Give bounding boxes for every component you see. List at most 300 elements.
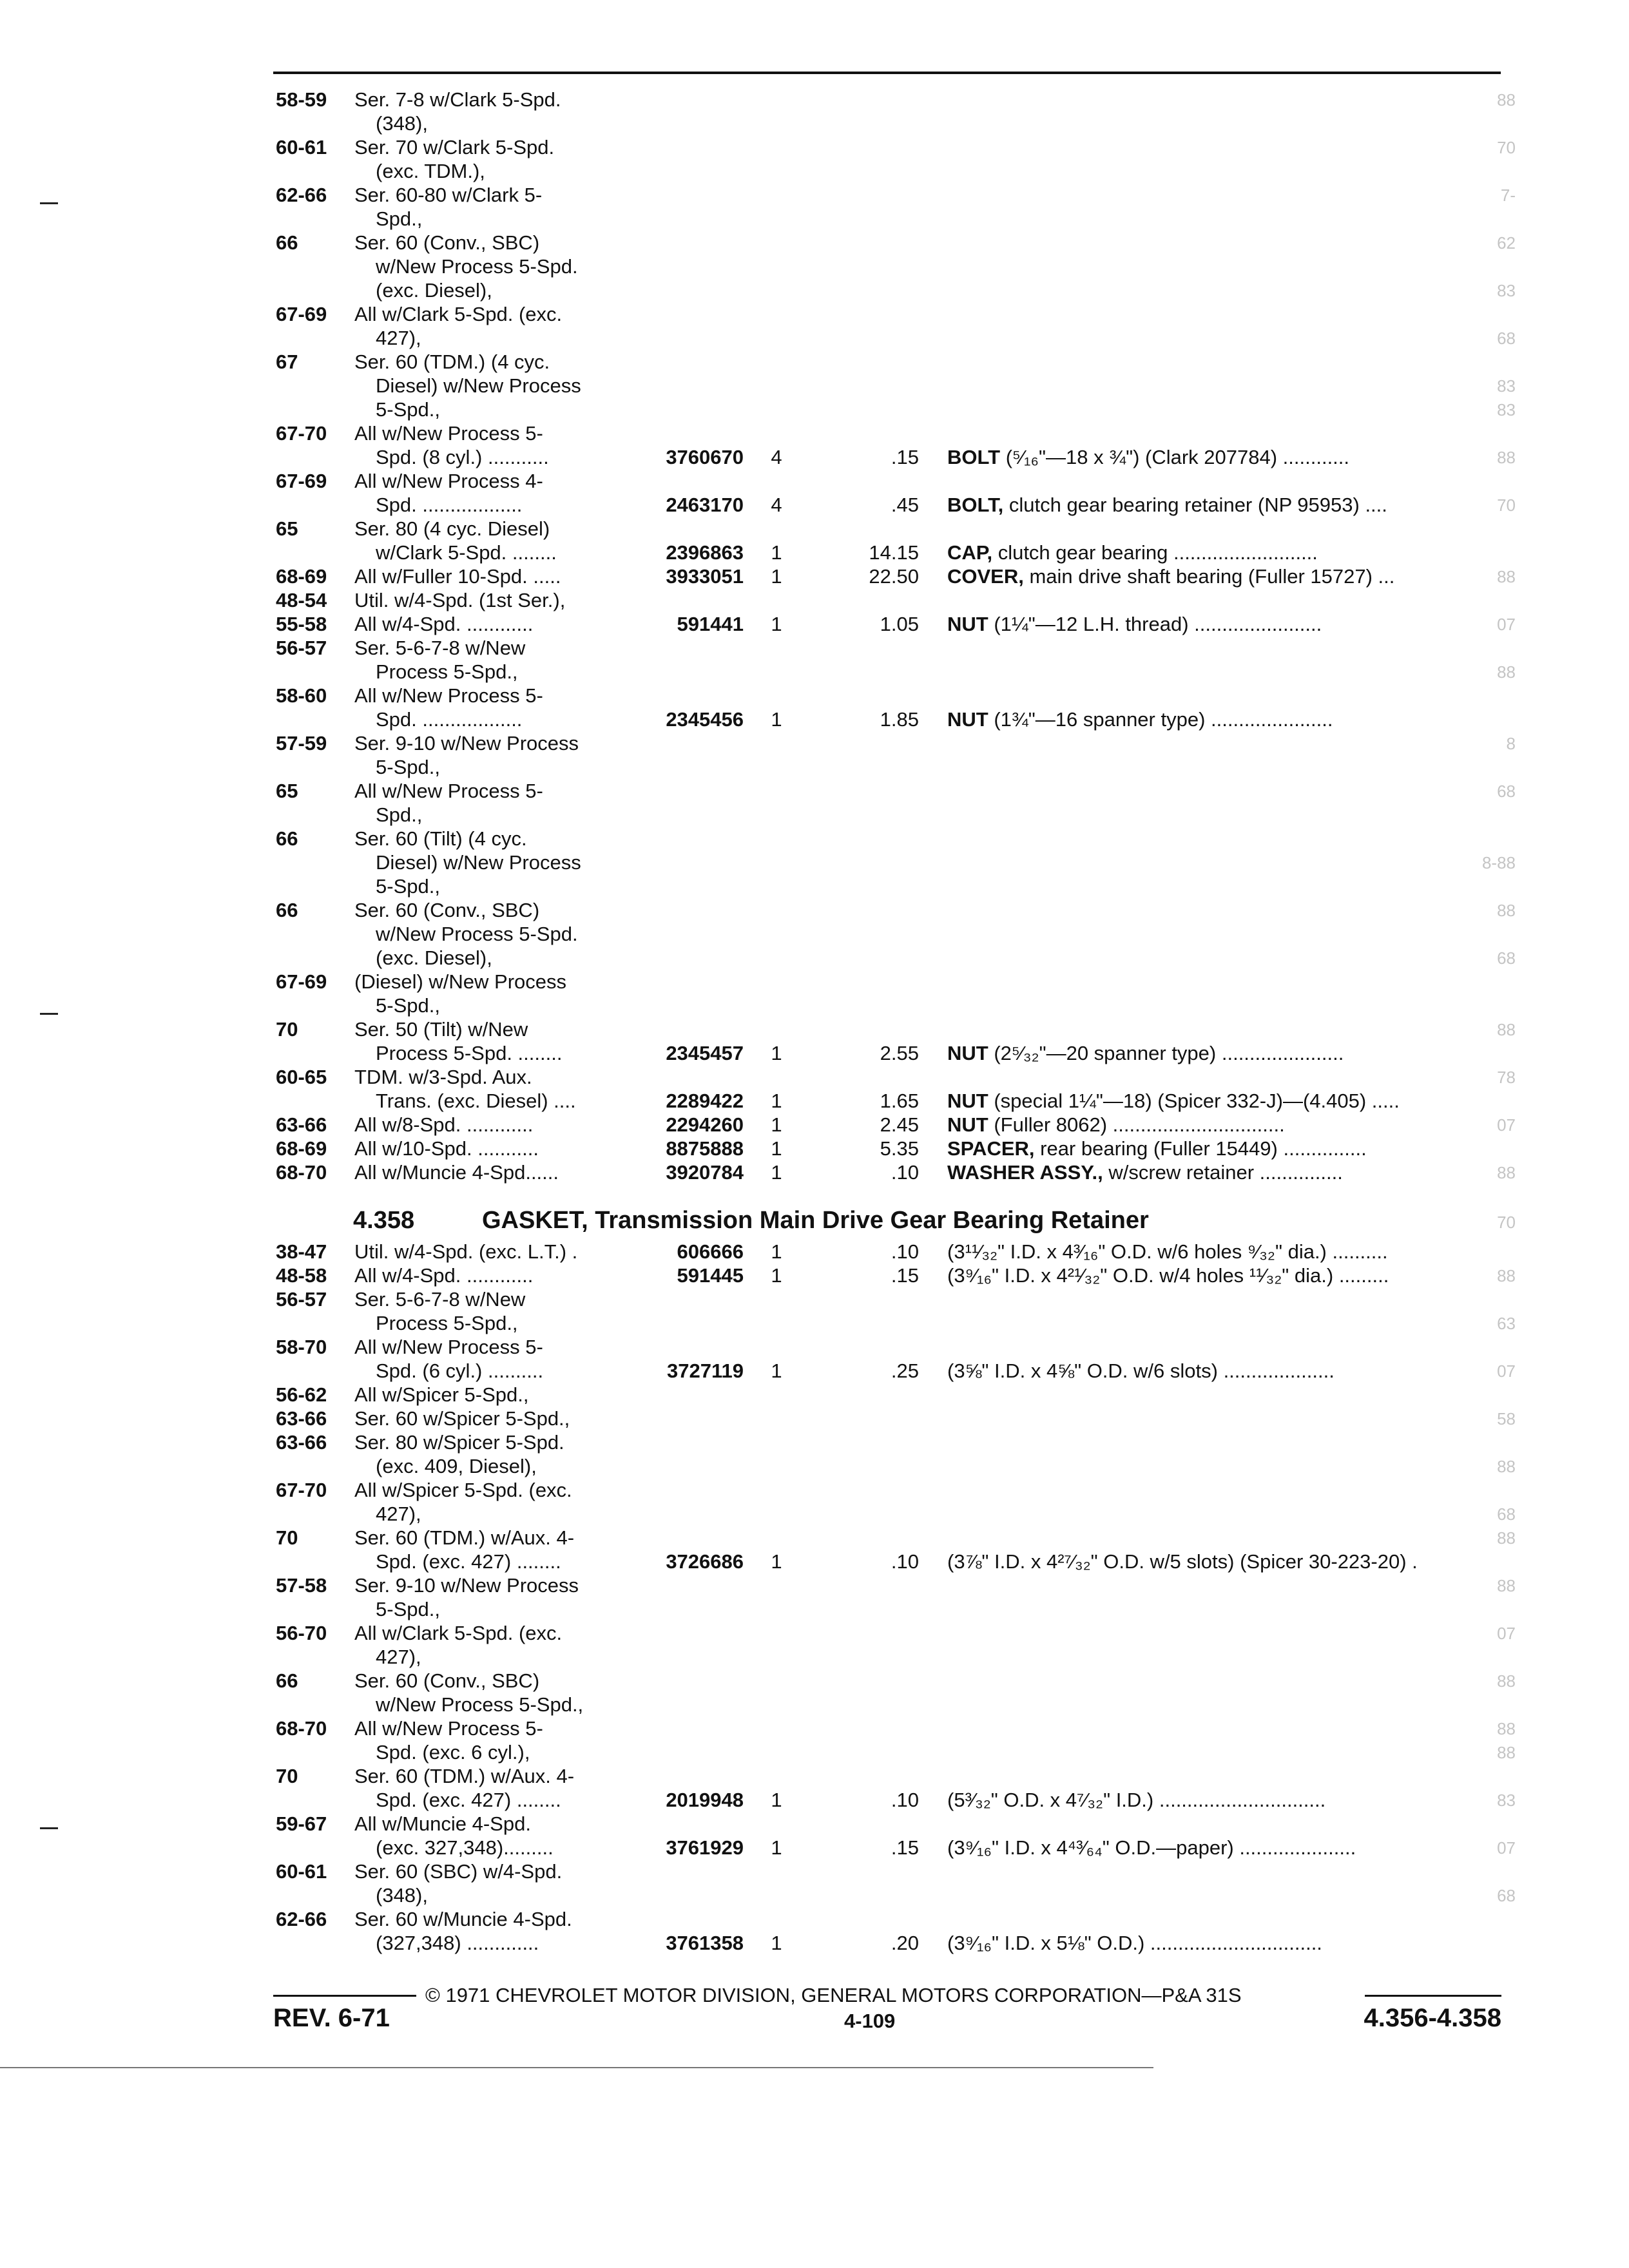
application-description: Ser. 60 (TDM.) w/Aux. 4- [354,1526,575,1549]
list-price: .15 [891,1264,919,1287]
quantity: 1 [771,541,782,564]
part-name [947,541,1318,565]
model-year: 68-69 [276,1137,327,1160]
catalog-row [0,135,1629,160]
catalog-row [0,970,1629,994]
catalog-row [0,874,1629,899]
part-name [947,1160,1343,1185]
model-year: 58-70 [276,1336,327,1358]
catalog-row [0,1573,1629,1598]
application-description: Process 5-Spd., [376,660,518,683]
part-name-detail: rear bearing (Fuller 15449) ............... [1034,1137,1367,1160]
model-year: 57-59 [276,732,327,754]
part-name [947,564,1394,589]
bleed-through-mark: 88 [1497,1576,1516,1595]
application-description: Ser. 80 (4 cyc. Diesel) [354,517,550,540]
application-description: All w/Clark 5-Spd. (exc. [354,303,563,325]
bleed-through-mark: 83 [1497,400,1516,419]
application-description: Ser. 70 w/Clark 5-Spd. [354,136,555,159]
application-description: (327,348) ............. [376,1932,539,1954]
model-year: 70 [276,1018,298,1041]
application-description: TDM. w/3-Spd. Aux. [354,1066,532,1088]
catalog-row [0,1287,1629,1312]
application-description: All w/Clark 5-Spd. (exc. [354,1622,563,1644]
part-name [947,1137,1367,1161]
model-year: 58-59 [276,88,327,111]
application-description: (exc. 327,348)......... [376,1836,554,1859]
bleed-through-mark: 88 [1497,448,1516,467]
bleed-through-mark: 62 [1497,233,1516,253]
catalog-row [0,541,1629,565]
catalog-row [0,827,1629,851]
application-description: Ser. 60 (TDM.) (4 cyc. [354,351,550,373]
application-description: Ser. 5-6-7-8 w/New [354,637,526,659]
application-description: Spd. (6 cyl.) .......... [376,1360,544,1382]
page-number: 4-109 [844,2010,896,2032]
bleed-through-mark: 07 [1497,1838,1516,1858]
part-name-detail: (special 1¼"—18) (Spicer 332-J)—(4.405) ..... [988,1090,1400,1112]
part-name-detail: (3⅝" I.D. x 4⅝" O.D. w/6 slots) .................... [947,1360,1335,1382]
part-number: 3761929 [666,1836,744,1859]
part-name-keyword: CAP, [947,541,993,564]
catalog-row [0,1597,1629,1622]
application-description: All w/New Process 5- [354,1717,543,1740]
model-year: 66 [276,899,298,921]
part-name-keyword: NUT [947,708,988,731]
footer-section-range [1282,2003,1501,2033]
application-description: (exc. Diesel), [376,279,492,302]
group-number: 4.358 [353,1207,415,1234]
part-number: 2294260 [666,1113,744,1136]
model-year: 68-70 [276,1717,327,1740]
catalog-row [0,636,1629,660]
list-price: 22.50 [869,565,919,588]
catalog-row [0,1860,1629,1884]
catalog-row [0,350,1629,374]
bleed-through-mark: 58 [1497,1409,1516,1428]
catalog-row [0,803,1629,827]
catalog-row [0,1137,1629,1161]
catalog-row [0,1788,1629,1812]
application-description: 5-Spd., [376,1598,440,1620]
bleed-through-mark: 68 [1497,782,1516,801]
part-name-keyword: BOLT, [947,494,1004,516]
application-description: All w/Fuller 10-Spd. ..... [354,565,561,588]
application-description: 427), [376,1646,421,1668]
model-year: 57-58 [276,1574,327,1597]
quantity: 1 [771,1836,782,1859]
application-description: Ser. 60 (Tilt) (4 cyc. [354,827,527,850]
model-year: 58-60 [276,684,327,707]
bleed-through-mark: 88 [1497,90,1516,110]
quantity: 4 [771,494,782,516]
part-number: 591445 [677,1264,744,1287]
catalog-row [0,1502,1629,1526]
bleed-through-mark: 68 [1497,329,1516,348]
list-price: .20 [891,1932,919,1954]
application-description: Ser. 60 w/Muncie 4-Spd. [354,1908,572,1930]
part-name-detail: (1¾"—16 spanner type) ...................... [988,708,1333,731]
bleed-through-mark: 88 [1497,1163,1516,1182]
application-description: Spd. .................. [376,708,523,731]
part-name [947,612,1322,637]
catalog-row [0,517,1629,541]
part-name-detail: clutch gear bearing retainer (NP 95953) .... [1003,494,1387,516]
part-number: 2019948 [666,1789,744,1811]
quantity: 4 [771,446,782,468]
application-description: Ser. 9-10 w/New Process [354,1574,579,1597]
bleed-through-mark: 8 [1506,734,1516,753]
application-description: Ser. 60 w/Spicer 5-Spd., [354,1407,570,1430]
application-description: 5-Spd., [376,875,440,898]
part-name [947,1264,1389,1288]
bottom-rule [0,2067,1153,2068]
part-name-keyword: NUT [947,613,988,635]
part-number: 3727119 [667,1360,744,1382]
part-number: 2463170 [666,494,744,516]
bleed-through-mark: 70 [1497,495,1516,515]
model-year: 56-57 [276,1288,327,1311]
application-description: All w/Spicer 5-Spd., [354,1383,529,1406]
application-description: 5-Spd., [376,756,440,778]
quantity: 1 [771,1137,782,1160]
part-number: 2289422 [666,1090,744,1112]
application-description: Diesel) w/New Process [376,851,581,874]
model-year: 68-70 [276,1161,327,1184]
application-description: (Diesel) w/New Process [354,970,567,993]
bleed-through-mark: 88 [1497,1671,1516,1691]
model-year: 65 [276,517,298,540]
list-price: .10 [891,1550,919,1573]
part-name [947,493,1387,517]
application-description: Ser. 60 (Conv., SBC) [354,1669,540,1692]
group-heading [353,1206,414,1235]
catalog-row [0,1836,1629,1860]
part-name-keyword: NUT [947,1042,988,1064]
catalog-row [0,1430,1629,1455]
part-number: 2345457 [666,1042,744,1064]
catalog-row [0,1716,1629,1741]
catalog-row [0,1645,1629,1669]
application-description: 5-Spd., [376,398,440,421]
part-name [947,1041,1344,1066]
model-year: 63-66 [276,1407,327,1430]
part-name-keyword: BOLT [947,446,1001,468]
model-year: 67-69 [276,970,327,993]
list-price: 2.45 [880,1113,919,1136]
model-year: 62-66 [276,1908,327,1930]
application-description: All w/Muncie 4-Spd...... [354,1161,559,1184]
application-description: Process 5-Spd. ........ [376,1042,563,1064]
part-name-detail: (3⅞" I.D. x 4²⁷⁄₃₂" O.D. w/5 slots) (Spicer 30-223-20) . [947,1550,1418,1573]
list-price: .25 [891,1360,919,1382]
list-price: .10 [891,1161,919,1184]
model-year: 66 [276,827,298,850]
application-description: Spd. .................. [376,494,523,516]
part-number: 591441 [677,613,744,635]
catalog-row [0,445,1629,470]
application-description: Ser. 9-10 w/New Process [354,732,579,754]
part-name-keyword: WASHER ASSY., [947,1161,1103,1184]
application-description: Spd. (exc. 6 cyl.), [376,1741,530,1763]
catalog-row [0,231,1629,255]
application-description: All w/4-Spd. ............ [354,1264,534,1287]
list-price: 5.35 [880,1137,919,1160]
application-description: All w/New Process 5- [354,780,543,802]
quantity: 1 [771,708,782,731]
catalog-row [0,1160,1629,1185]
catalog-row [0,1264,1629,1288]
part-number: 3920784 [666,1161,744,1184]
part-name [947,1113,1285,1137]
part-name-detail: main drive shaft bearing (Fuller 15727) ... [1023,565,1395,588]
bleed-through-mark: 68 [1497,1886,1516,1905]
bleed-through-mark: 68 [1497,1504,1516,1524]
model-year: 66 [276,231,298,254]
quantity: 1 [771,613,782,635]
catalog-row [0,660,1629,684]
model-year: 68-69 [276,565,327,588]
application-description: (exc. Diesel), [376,947,492,969]
bleed-through-mark: 83 [1497,281,1516,300]
catalog-row [0,302,1629,327]
catalog-row [0,1478,1629,1503]
part-name [947,1359,1335,1383]
part-name-detail: (5³⁄₃₂" O.D. x 4⁷⁄₃₂" I.D.) .............................. [947,1789,1326,1811]
application-description: Trans. (exc. Diesel) .... [376,1090,576,1112]
list-price: 1.05 [880,613,919,635]
application-description: All w/4-Spd. ............ [354,613,534,635]
part-name-detail: w/screw retainer ............... [1103,1161,1343,1184]
footer-page-number [844,2009,895,2033]
bleed-through-mark: 83 [1497,1791,1516,1810]
application-description: (348), [376,1884,428,1907]
part-number: 3726686 [666,1550,744,1573]
part-number: 8875888 [666,1137,744,1160]
bleed-through-mark: 07 [1497,615,1516,634]
catalog-row [0,1907,1629,1932]
list-price: .45 [891,494,919,516]
bleed-through-mark: 68 [1497,948,1516,968]
catalog-row [0,111,1629,136]
bleed-through-mark: 88 [1497,662,1516,682]
application-description: w/Clark 5-Spd. ........ [376,541,557,564]
catalog-row [0,183,1629,207]
catalog-row [0,278,1629,303]
application-description: Ser. 50 (Tilt) w/New [354,1018,528,1041]
application-description: 427), [376,1503,421,1525]
quantity: 1 [771,1113,782,1136]
catalog-row [0,731,1629,756]
part-name [947,445,1349,470]
quantity: 1 [771,1550,782,1573]
group-title-line [482,1206,1149,1235]
catalog-row [0,469,1629,494]
catalog-row [0,1407,1629,1431]
part-name-keyword: COVER, [947,565,1024,588]
model-year: 66 [276,1669,298,1692]
application-description: 427), [376,327,421,349]
catalog-row [0,1526,1629,1550]
model-year: 70 [276,1765,298,1787]
bleed-through-mark: 07 [1497,1624,1516,1643]
part-name-detail: (1¼"—12 L.H. thread) ....................... [988,613,1322,635]
catalog-row [0,1335,1629,1360]
application-description: Ser. 60 (SBC) w/4-Spd. [354,1860,563,1883]
ghost-text: 70 [1497,1213,1516,1232]
catalog-row [0,1113,1629,1137]
model-year: 48-54 [276,589,327,611]
catalog-row [0,374,1629,398]
bleed-through-mark: 7- [1500,186,1516,205]
part-number: 2345456 [666,708,744,731]
list-price: .10 [891,1789,919,1811]
part-name [947,707,1333,732]
bleed-through-mark: 07 [1497,1361,1516,1381]
application-description: Spd., [376,207,423,230]
part-name-keyword: NUT [947,1090,988,1112]
application-description: Spd. (8 cyl.) ........... [376,446,549,468]
catalog-row [0,1550,1629,1574]
part-name-keyword: SPACER, [947,1137,1035,1160]
part-name-detail: (3⁹⁄₁₆" I.D. x 4²¹⁄₃₂" O.D. w/4 holes ¹¹⁄₃₂" dia.) ......... [947,1264,1389,1287]
application-description: (348), [376,112,428,135]
bleed-through-mark: 88 [1497,1266,1516,1285]
catalog-row [0,1454,1629,1479]
application-description: Spd., [376,803,423,826]
application-description: Ser. 7-8 w/Clark 5-Spd. [354,88,561,111]
group-title: GASKET, Transmission Main Drive Gear Bearing Retainer [482,1207,1149,1234]
part-name [947,1788,1325,1812]
list-price: .10 [891,1240,919,1263]
catalog-row [0,994,1629,1018]
application-description: Diesel) w/New Process [376,374,581,397]
catalog-row [0,1693,1629,1717]
application-description: All w/New Process 5- [354,1336,543,1358]
catalog-row [0,946,1629,970]
catalog-row [0,922,1629,947]
catalog-row [0,207,1629,231]
catalog-row [0,1621,1629,1646]
model-year: 56-57 [276,637,327,659]
footer-copyright [425,1983,1242,2008]
part-number: 3760670 [666,446,744,468]
application-description: All w/New Process 4- [354,470,543,492]
bleed-through-mark: 88 [1497,1020,1516,1039]
footer-rev [273,2003,390,2033]
section-range: 4.356-4.358 [1364,2004,1501,2032]
bleed-through-mark: 63 [1497,1314,1516,1333]
application-description: Ser. 60 (Conv., SBC) [354,231,540,254]
catalog-row [0,588,1629,613]
quantity: 1 [771,1932,782,1954]
application-description: w/New Process 5-Spd. [376,255,578,278]
application-description: Spd. (exc. 427) ........ [376,1789,561,1811]
part-name-detail: (⁵⁄₁₆"—18 x ¾") (Clark 207784) ............ [1000,446,1350,468]
model-year: 63-66 [276,1431,327,1454]
application-description: Util. w/4-Spd. (exc. L.T.) . [354,1240,578,1263]
application-description: (exc. TDM.), [376,160,485,182]
catalog-row [0,684,1629,708]
part-name-keyword: NUT [947,1113,988,1136]
quantity: 1 [771,1090,782,1112]
application-description: w/New Process 5-Spd., [376,1693,584,1716]
catalog-row [0,88,1629,112]
application-description: Ser. 60 (Conv., SBC) [354,899,540,921]
catalog-row [0,1383,1629,1407]
model-year: 67-70 [276,422,327,445]
catalog-row [0,1669,1629,1693]
application-description: (exc. 409, Diesel), [376,1455,537,1477]
catalog-row [0,1017,1629,1042]
part-name [947,1089,1400,1113]
model-year: 60-65 [276,1066,327,1088]
part-name-detail: (2⁵⁄₃₂"—20 spanner type) ...................... [988,1042,1344,1064]
catalog-row [0,564,1629,589]
list-price: 1.65 [880,1090,919,1112]
bleed-through-mark: 88 [1497,1719,1516,1738]
quantity: 1 [771,1042,782,1064]
application-description: Ser. 80 w/Spicer 5-Spd. [354,1431,564,1454]
part-number: 606666 [677,1240,744,1263]
bleed-through-mark: 07 [1497,1115,1516,1135]
application-description: All w/Muncie 4-Spd. [354,1812,531,1835]
part-number: 2396863 [666,541,744,564]
part-name [947,1931,1322,1956]
part-name-detail: (3⁹⁄₁₆" I.D. x 4⁴³⁄₆₄" O.D.—paper) ..................... [947,1836,1356,1859]
quantity: 1 [771,1240,782,1263]
catalog-row [0,1240,1629,1264]
bleed-through-mark: 70 [1497,138,1516,157]
catalog-row [0,1041,1629,1066]
application-description: All w/New Process 5- [354,422,543,445]
part-number: 3933051 [666,565,744,588]
model-year: 67-70 [276,1479,327,1501]
catalog-row [0,1764,1629,1789]
catalog-row [0,1065,1629,1090]
model-year: 56-62 [276,1383,327,1406]
catalog-row [0,755,1629,780]
part-name-detail: (Fuller 8062) ............................... [988,1113,1285,1136]
catalog-row [0,1311,1629,1336]
part-name-detail: clutch gear bearing .......................... [992,541,1318,564]
application-description: Ser. 60 (TDM.) w/Aux. 4- [354,1765,575,1787]
quantity: 1 [771,1789,782,1811]
catalog-row [0,898,1629,923]
model-year: 62-66 [276,184,327,206]
model-year: 60-61 [276,136,327,159]
part-name-detail: (3¹¹⁄₃₂" I.D. x 4³⁄₁₆" O.D. w/6 holes ⁹⁄₃₂" dia.) .......... [947,1240,1388,1263]
bleed-through-mark: 88 [1497,567,1516,586]
model-year: 67-69 [276,470,327,492]
footer-rule-right [1365,1995,1501,1997]
part-name-detail: (3⁹⁄₁₆" I.D. x 5⅛" O.D.) ............................... [947,1932,1322,1954]
copyright-text: © 1971 CHEVROLET MOTOR DIVISION, GENERAL MOTORS CORPORATION—P&A 31S [425,1984,1242,2006]
footer-rule-left [273,1995,416,1997]
part-name [947,1240,1388,1264]
application-description: All w/8-Spd. ............ [354,1113,534,1136]
catalog-row [0,255,1629,279]
model-year: 70 [276,1526,298,1549]
model-year: 63-66 [276,1113,327,1136]
catalog-row [0,850,1629,875]
list-price: 2.55 [880,1042,919,1064]
catalog-row [0,779,1629,803]
application-description: Ser. 5-6-7-8 w/New [354,1288,526,1311]
bleed-through-mark: 88 [1497,901,1516,920]
catalog-row [0,1883,1629,1908]
application-description: Process 5-Spd., [376,1312,518,1334]
